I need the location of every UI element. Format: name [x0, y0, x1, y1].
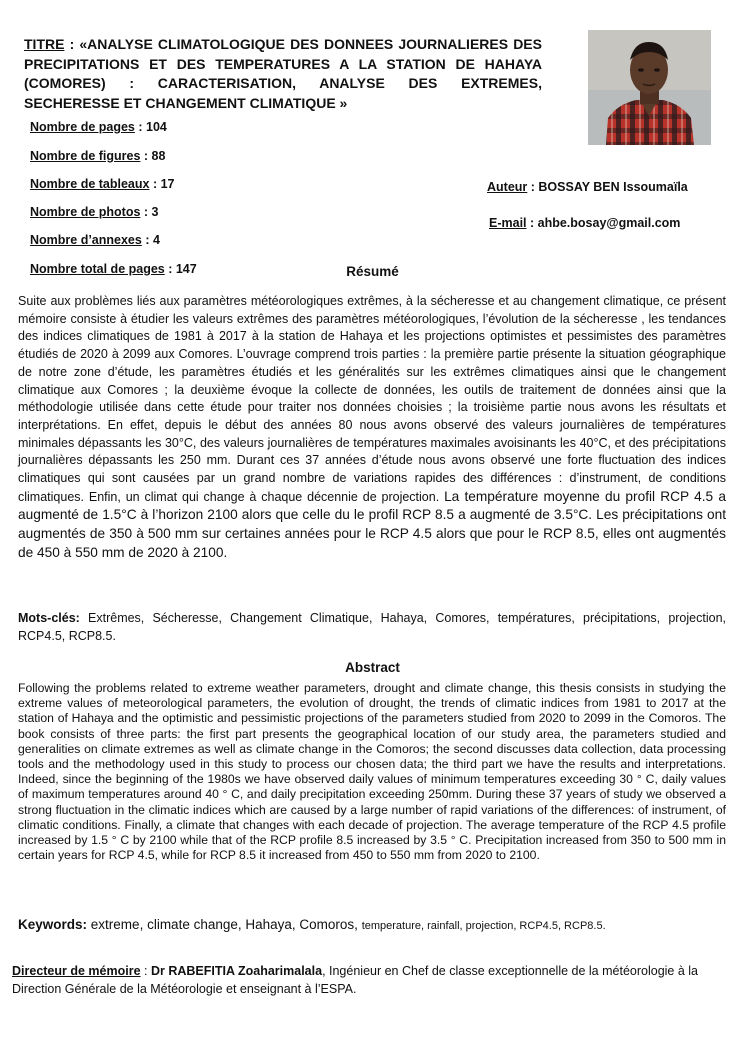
email-line: E-mail : ahbe.bosay@gmail.com: [489, 216, 681, 230]
author-portrait-image: [588, 30, 711, 145]
abstract-heading: Abstract: [345, 660, 400, 675]
stat-tables: Nombre de tableaux : 17: [30, 177, 175, 191]
abstract-paragraph: Following the problems related to extreme weather parameters, drought and climate change, this thesis consists in studying the extreme values of meteorological parameters, the evolution of drought, the trends of climatic indices from 1981 to 2017 at the station of Hahaya and the optimistic and pessimistic projections of the parameters studied from 2020 to 2099 in the Comoros. The book consists of three parts: the first part presents the geographical location of our study area, the parameters studied and generalities on climate extremes as well as climate change in the Comoros; the second discusses data collection, data processing tools and the methodology used in this study to process our chosen data; the third part we have the results and interpretations. Indeed, since the beginning of the 1980s we have observed daily values of minimum temperatures exceeding 30 ° C, daily values of maximum temperatures around 40 ° C, and daily precipitation exceeding 250mm. During these 37 years of study we observed a strong fluctuation in the climatic indices which are caused by a large number of rapid variations of the differences: of instrument, of climatic conditions. Finally, a climate that changes with each decade of projection. The average temperature of the RCP 4.5 profile increased by 1.5 ° C by 2100 while that of the RCP profile 8.5 increased by 3.5 ° C. Precipitation increased from 350 to 500 mm in certain years for RCP 4.5, while for RCP 8.5 it increased from 450 to 550 mm from 2020 to 2100.: [18, 681, 726, 863]
directeur-line: Directeur de mémoire : Dr RABEFITIA Zoaharimalala, Ingénieur en Chef de classe exceptionnelle de la météorologie à la Direction Générale de la Météorologie et enseignant à l’ESPA.: [12, 964, 699, 996]
keywords-line: Keywords: extreme, climate change, Hahaya, Comoros, temperature, rainfall, projection, RCP4.5, RCP8.5.: [18, 917, 606, 932]
stat-annexes: Nombre d’annexes : 4: [30, 233, 160, 247]
resume-paragraph: Suite aux problèmes liés aux paramètres météorologiques extrêmes, à la sécheresse et au changement climatique, ce présent mémoire consiste à étudier les valeurs extrêmes des paramètres météorologiques, l’évolution de la sécheresse , les tendances des indices climatiques de 1981 à 2017 à la station de Hahaya et les projections optimistes et pessimistes des paramètres étudiés de 2020 à 2099 aux Comores. L’ouvrage comprend trois parties : la première partie présente la situation géographique de notre zone d’étude, les paramètres étudiés et les généralités sur les extrêmes climatiques ainsi que le changement climatique aux Comores ; la deuxième évoque la collecte de données, les outils de traitement de données ainsi que la méthodologie utilisée dans cette étude pour traiter nos données choisies ; la troisième partie nous avons les résultats et interprétations. En effet, depuis le début des années 80 nous avons observé des valeurs journalières de températures minimales dépassants les 30°C, des valeurs journalières de températures maximales avoisinants les 40°C, et des précipitations journalières dépassants les 250 mm. Durant ces 37 années d’étude nous avons observé une forte fluctuation des indices climatiques qui sont causées par un grand nombre de variations rapides des différences : d’instrument, de conditions climatiques. Enfin, un climat qui change à chaque décennie de projection. La température moyenne du profil RCP 4.5 a augmenté de 1.5°C à l’horizon 2100 alors que celle du le profil RCP 8.5 a augmenté de 3.5°C. Les précipitations ont augmentés de 350 à 500 mm sur certaines années pour le RCP 4.5 alors que pour le RCP 8.5, elles ont augmentés de 450 à 550 mm de 2020 à 2100.: [18, 294, 726, 560]
author-photo: [588, 30, 711, 145]
document-title: TITRE : «ANALYSE CLIMATOLOGIQUE DES DONNEES JOURNALIERES DES PRECIPITATIONS ET DES TEMPERATURES A LA STATION DE HAHAYA (COMORES) : CARACTERISATION, ANALYSE DES EXTREMES, SECHERESSE ET CHANGEMENT CLIMATIQUE »: [24, 36, 542, 111]
title-label: TITRE: [24, 36, 65, 52]
stat-photos: Nombre de photos : 3: [30, 205, 159, 219]
title-text: «ANALYSE CLIMATOLOGIQUE DES DONNEES JOURNALIERES DES PRECIPITATIONS ET DES TEMPERATURES A LA STATION DE HAHAYA (COMORES) : CARACTERISATION, ANALYSE DES EXTREMES, SECHERESSE ET CHANGEMENT CLIMATIQUE »: [24, 36, 542, 111]
mots-cles-line: Mots-clés: Extrêmes, Sécheresse, Changement Climatique, Hahaya, Comores, températures, précipitations, projection, RCP4.5, RCP8.5.: [18, 611, 726, 643]
author-line: Auteur : BOSSAY BEN Issoumaïla: [487, 180, 688, 194]
stat-total-pages: Nombre total de pages : 147: [30, 262, 197, 276]
stat-pages: Nombre de pages : 104: [30, 120, 167, 134]
resume-heading: Résumé: [346, 264, 399, 279]
stat-figures: Nombre de figures : 88: [30, 149, 166, 163]
